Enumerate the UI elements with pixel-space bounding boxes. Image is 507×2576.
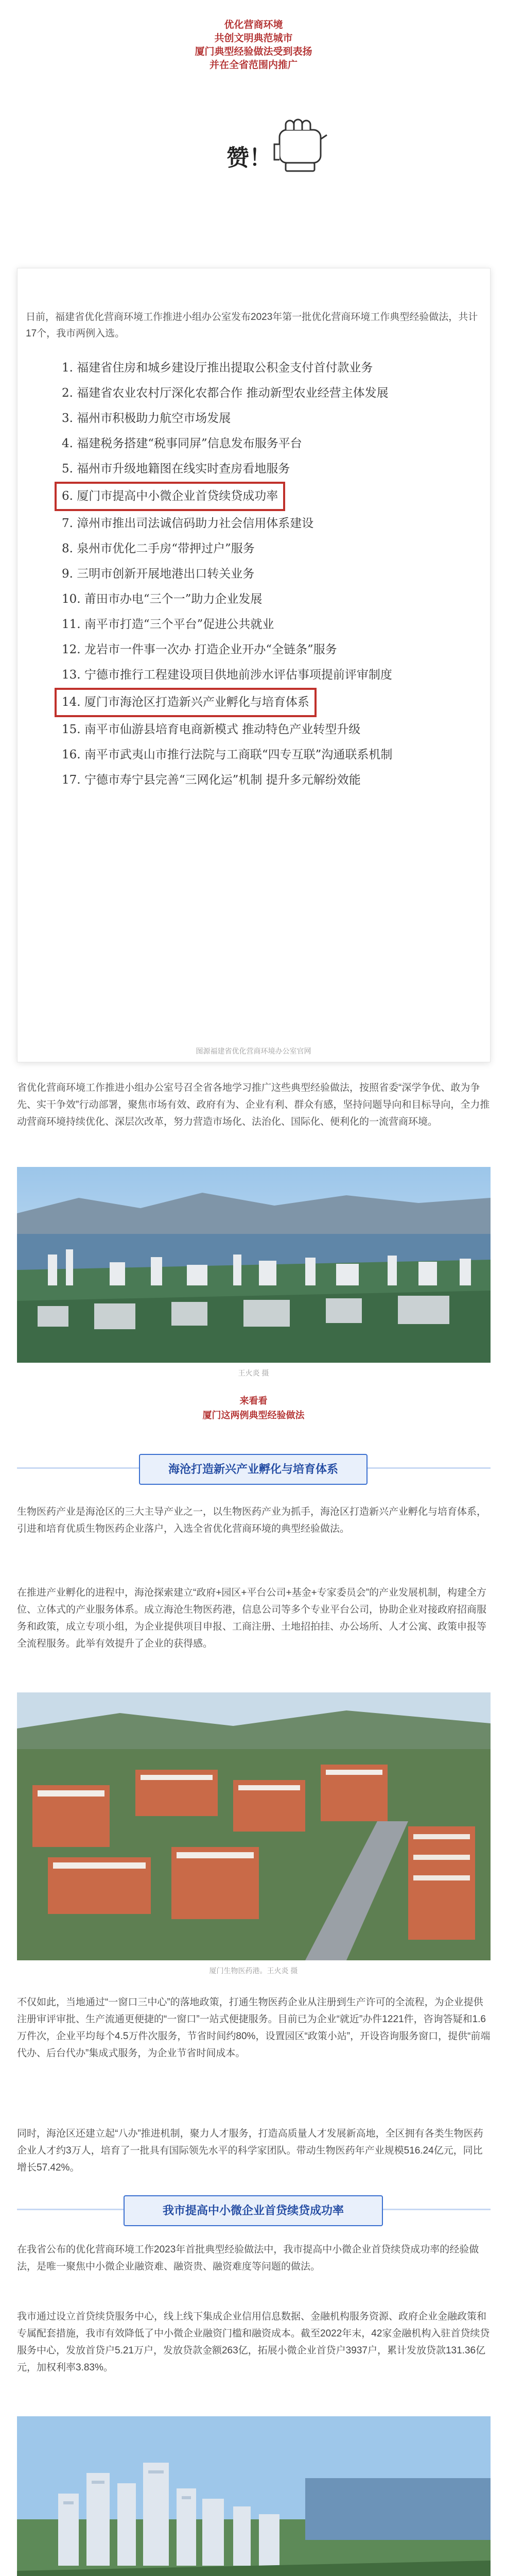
list-item: 11. 南平市打造“三个平台”促进公共就业 <box>62 618 274 631</box>
section-2-paragraph-2: 我市通过设立首贷续贷服务中心，线上线下集成企业信用信息数据、金融机构服务资源、政府企业金融政策和专属配套措施，我市有效降低了中小微企业融资门槛和融资成本。截至2022年末，42家金融机构入驻首贷续贷服务中心，发放首贷户5.21万户，发放贷款金额263亿，拓展小微企业首贷户3937户，累计发放贷款131.36亿元，加权利率3.83%。 <box>17 2311 490 2373</box>
skyline-photo <box>17 2416 491 2576</box>
list-item: 17. 宁德市寿宁县完善“三网化运”机制 提升多元解纷效能 <box>62 773 361 787</box>
section-1-banner: 海沧打造新兴产业孵化与培育体系 <box>139 1454 368 1485</box>
notice-list <box>62 355 474 793</box>
section-2-paragraph-1: 在我省公布的优化营商环境工作2023年首批典型经验做法中，我市提高中小微企业首贷续贷成功率的经验做法，是唯一聚焦中小微企业融资难、融资贵、融资难度等问题的做法。 <box>17 2244 479 2272</box>
list-item: 8. 泉州市优化二手房“带押过户”服务 <box>62 542 255 555</box>
list-item: 3. 福州市积极助力航空市场发展 <box>62 412 231 425</box>
list-item: 12. 龙岩市一件事一次办 打造企业开办“全链条”服务 <box>62 643 337 656</box>
section-1-paragraph-3: 不仅如此，当地通过“一窗口三中心”的落地政策，打通生物医药企业从注册到生产许可的全流程，为企业提供注册审评审批、生产流通更便捷的“一窗口”一站式便捷服务。目前已为企业“就近”办件1221件，咨询答疑和1.6万件次，企业平均每个4.5万件次服务，节省时间约80%，设置园区“政策小站”，开设咨询服务窗口，提供“前端代办、后台代办”集成式服务，为企业节省时间成本。 <box>17 1997 491 2059</box>
list-item: 2. 福建省农业农村厅深化农都合作 推动新型农业经营主体发展 <box>62 386 389 400</box>
intro2-line-2: 厦门这两例典型经验做法 <box>202 1410 305 1420</box>
photo-1-credit: 王火炎 摄 <box>238 1369 269 1377</box>
header-line-3: 厦门典型经验做法受到表扬 <box>195 46 312 57</box>
paragraph-1: 省优化营商环境工作推进小组办公室号召全省各地学习推广这些典型经验做法，按照省委“深学争优、敢为争先、实干争效”行动部署，聚焦市场有效、政府有为、企业有利、群众有感，坚持问题导向和目标导向，全力推动营商环境持续优化、深层次改革，努力营造市场化、法治化、国际化、便利化的一流营商环境。 <box>17 1082 490 1127</box>
header-line-2: 共创文明典范城市 <box>214 33 293 44</box>
header-block <box>0 19 507 72</box>
list-item: 10. 莆田市办电“三个一”助力企业发展 <box>62 592 263 606</box>
list-item: 7. 漳州市推出司法诚信码助力社会信用体系建设 <box>62 517 314 530</box>
list-item-highlight-14: 14. 厦门市海沧区打造新兴产业孵化与培育体系 <box>55 688 317 717</box>
list-item: 15. 南平市仙游县培育电商新模式 推动特色产业转型升级 <box>62 723 361 736</box>
biomedicine-park-photo <box>17 1692 491 1960</box>
notice-intro: 日前，福建省优化营商环境工作推进小组办公室发布2023年第一批优化营商环境工作典型经验做法，共计17个，我市两例入选。 <box>26 312 478 339</box>
list-item: 1. 福建省住房和城乡建设厅推出提取公积金支付首付款业务 <box>62 361 373 375</box>
notice-source: 图源福建省优化营商环境办公室官网 <box>196 1047 311 1055</box>
city-panorama-photo <box>17 1167 491 1363</box>
list-item: 13. 宁德市推行工程建设项目供地前涉水评估事项提前评审制度 <box>62 668 392 682</box>
zan-text: 赞！ <box>226 145 272 171</box>
header-line-4: 并在全省范围内推广 <box>209 60 298 71</box>
list-item: 16. 南平市武夷山市推行法院与工商联“四专互联”沟通联系机制 <box>62 748 393 761</box>
list-item: 9. 三明市创新开展地港出口转关业务 <box>62 567 255 581</box>
list-item: 4. 福建税务搭建“税事同屏”信息发布服务平台 <box>62 437 302 450</box>
section-1-paragraph-4: 同时，海沧区还建立起“八办”推进机制，聚力人才服务，打造高质量人才发展新高地，全区拥有各类生物医药企业人才约3万人，培育了一批具有国际领先水平的科学家团队。带动生物医药年产业规模516.24亿元，同比增长57.42%。 <box>17 2128 483 2173</box>
list-item-highlight-6: 6. 厦门市提高中小微企业首贷续贷成功率 <box>55 482 285 511</box>
section-1-paragraph-1: 生物医药产业是海沧区的三大主导产业之一，以生物医药产业为抓手，海沧区打造新兴产业孵化与培育体系，引进和培育优质生物医药企业落户，入选全省优化营商环境的典型经验做法。 <box>17 1506 487 1534</box>
section-1-paragraph-2: 在推进产业孵化的进程中，海沧探索建立“政府+园区+平台公司+基金+专家委员会”的产业发展机制，构建全方位、立体式的产业服务体系。成立海沧生物医药港，信息公司等多个专业平台公司，协助企业对接政府招商服务和政策，成立专项小组，为企业提供项目申报、工商注册、土地招拍挂、办公场所、人才公寓、政策申报等全流程服务。此举有效提升了企业的获得感。 <box>17 1587 487 1649</box>
photo-2-credit: 厦门生物医药港。王火炎 摄 <box>209 1967 298 1975</box>
list-item: 5. 福州市升级地籍图在线实时查房看地服务 <box>62 462 290 476</box>
intro2-line-1: 来看看 <box>239 1396 268 1406</box>
fist-icon <box>270 118 332 175</box>
section-2-banner: 我市提高中小微企业首贷续贷成功率 <box>124 2195 383 2226</box>
header-line-1: 优化营商环境 <box>224 20 283 30</box>
